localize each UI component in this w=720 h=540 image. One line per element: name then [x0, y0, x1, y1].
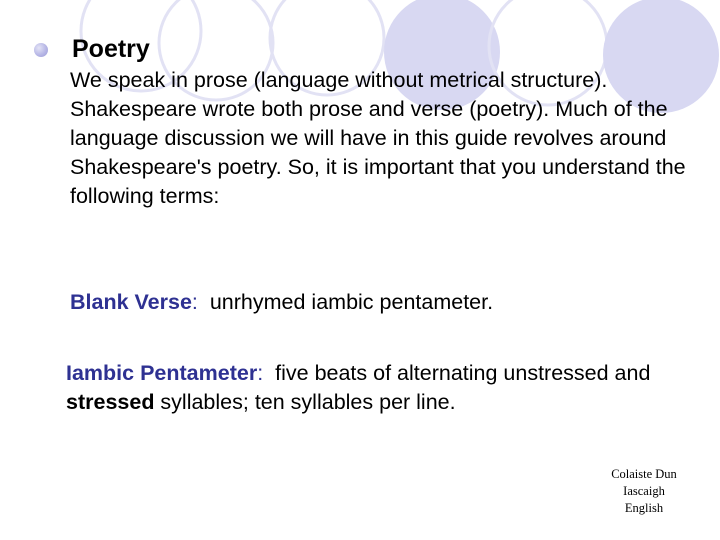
iambic-pentameter-colon: :	[257, 361, 264, 385]
blank-verse-term: Blank Verse	[70, 290, 192, 314]
blank-verse-text: unrhymed iambic pentameter.	[197, 290, 494, 314]
footer-line-1: Colaiste Dun	[611, 467, 677, 481]
footer-line-3: English	[624, 501, 664, 515]
iambic-pentameter-term: Iambic Pentameter	[66, 361, 258, 385]
blank-verse-definition	[70, 288, 690, 317]
slide-heading: Poetry	[72, 35, 150, 63]
iambic-pentameter-definition	[66, 359, 686, 417]
iambic-pentameter-text-a: five beats of alternating unstressed and	[263, 361, 657, 385]
stressed-emphasis: stressed	[66, 390, 155, 414]
intro-paragraph: We speak in prose (language without metrical structure). Shakespeare wrote both prose and verse (poetry). Much of the language discussion we will have in this guide revolves around Shakespeare's poetry. So, it is important that you understand the following terms:	[70, 68, 686, 208]
blank-verse-colon: :	[191, 290, 198, 314]
iambic-pentameter-text-b: syllables; ten syllables per line.	[154, 390, 456, 414]
footer-line-2: Iascaigh	[623, 484, 665, 498]
footer-credit	[594, 466, 694, 517]
circle-bullet-icon	[34, 43, 48, 57]
